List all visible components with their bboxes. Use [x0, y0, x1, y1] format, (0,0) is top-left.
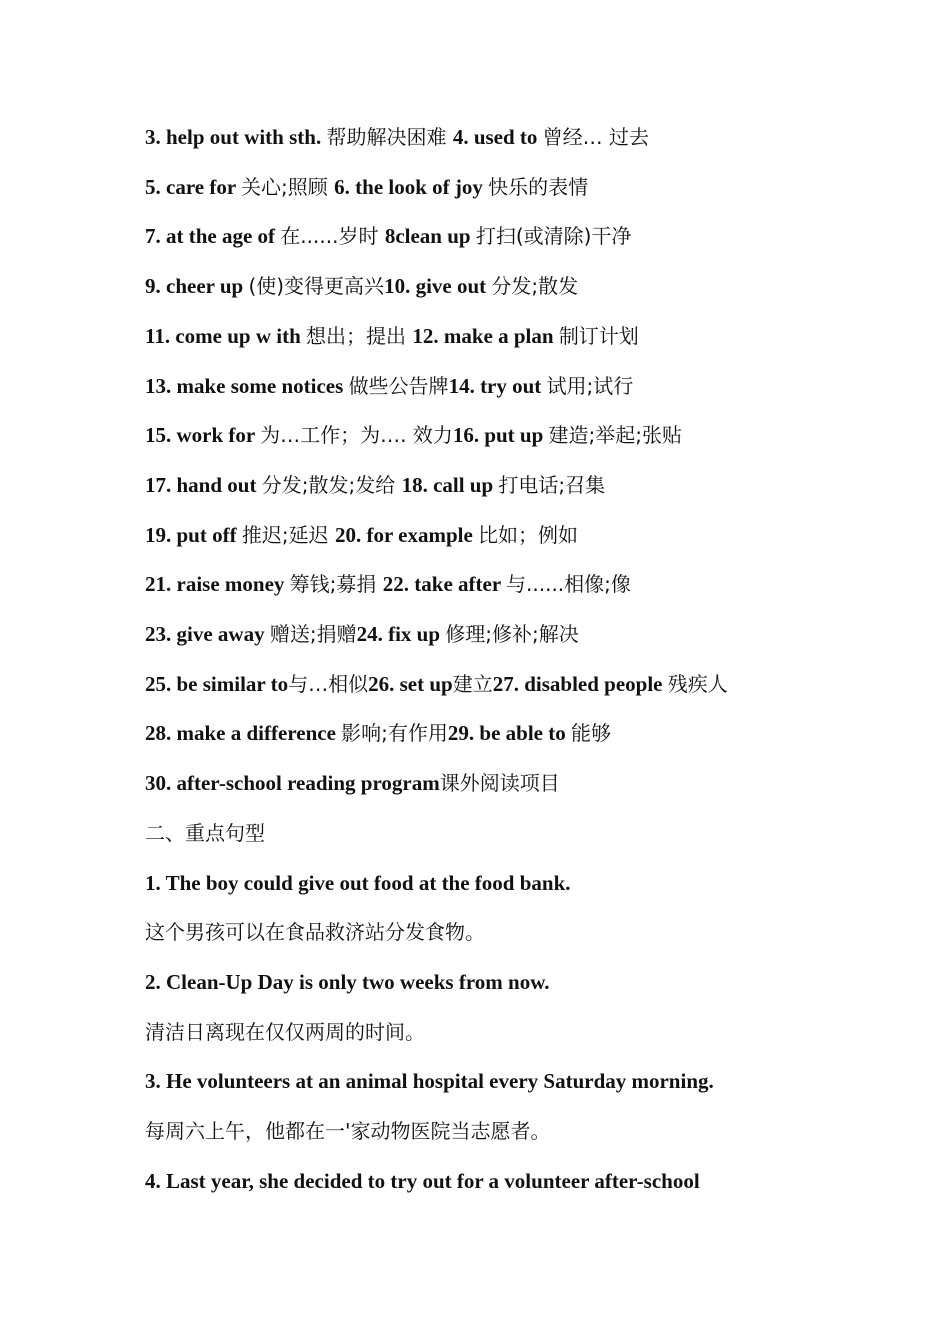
phrase-chinese: 推迟;延迟 [241, 522, 335, 547]
phrase-english: 3. help out with sth. [145, 125, 327, 149]
phrase-line [145, 569, 631, 599]
sentence-english: 4. Last year, she decided to try out for a volunteer after-school [145, 1168, 700, 1193]
phrase-chinese: 建造;举起;张贴 [548, 423, 683, 448]
phrase-line [145, 321, 639, 351]
phrase-english: 18. call up [401, 472, 499, 497]
phrase-english: 27. disabled people [492, 671, 668, 696]
phrase-english: 22. take after [382, 572, 507, 597]
sentence-english-line [145, 1166, 700, 1196]
phrase-english: 13. make some notices [145, 373, 349, 398]
phrase-english: 15. work for [145, 423, 261, 448]
phrase-english: 17. hand out [145, 472, 262, 497]
phrase-line [145, 718, 611, 748]
phrase-english: 5. care for [145, 174, 242, 199]
phrase-line [145, 271, 578, 301]
sentence-chinese: 清洁日离现在仅仅两周的时间。 [145, 1019, 425, 1044]
sentence-chinese-line [145, 1017, 425, 1047]
sentence-chinese-line [145, 917, 485, 947]
phrase-english: 28. make a difference [145, 721, 342, 746]
phrase-english: 9. cheer up [145, 274, 249, 299]
phrase-line [145, 122, 649, 152]
phrase-chinese: 曾经… 过去 [542, 125, 650, 149]
phrase-line [145, 172, 588, 202]
phrase-english: 23. give away [145, 622, 270, 646]
phrase-chinese: 影响;有作用 [341, 721, 448, 746]
phrase-english: 20. for example [334, 522, 479, 547]
phrase-line [145, 520, 578, 550]
phrase-english: 19. put off [145, 522, 242, 547]
phrase-chinese: 试用;试行 [546, 373, 634, 398]
phrase-line [145, 619, 579, 649]
section-heading-text: 二、重点句型 [145, 820, 265, 845]
phrase-english: 16. put up [452, 423, 549, 448]
phrase-chinese: 想出；提出 [306, 323, 413, 348]
phrase-chinese: 与......相像;像 [506, 572, 631, 597]
phrase-line [145, 371, 633, 401]
phrase-english: 25. be similar to [145, 671, 289, 696]
phrase-english: 26. set up [368, 671, 453, 696]
phrase-english: 10. give out [384, 274, 492, 299]
phrase-english: 4. used to [452, 125, 543, 149]
phrase-chinese: 快乐的表情 [488, 174, 589, 199]
sentence-chinese: 这个男孩可以在食品救济站分发食物。 [145, 920, 485, 945]
sentence-english: 2. Clean-Up Day is only two weeks from now. [145, 969, 550, 994]
section-heading [145, 818, 265, 848]
phrase-english: 24. fix up [356, 622, 446, 646]
phrase-chinese: 筹钱;募捐 [289, 572, 383, 597]
sentence-english: 1. The boy could give out food at the food bank. [145, 870, 571, 895]
sentence-chinese: 每周六上午，他都在一'家动物医院当志愿者。 [145, 1119, 551, 1143]
sentence-chinese-line [145, 1116, 551, 1146]
phrase-chinese: 帮助解决困难 [326, 125, 453, 149]
phrase-chinese: 分发;散发;发给 [261, 472, 402, 497]
sentence-english-line [145, 868, 571, 898]
phrase-chinese: 建立 [452, 671, 493, 696]
phrase-chinese: 做些公告牌 [348, 373, 449, 398]
phrase-chinese: 打电话;召集 [498, 472, 606, 497]
phrase-english: 14. try out [448, 373, 547, 398]
phrase-chinese: 能够 [570, 721, 611, 746]
phrase-english: 12. make a plan [412, 323, 559, 348]
phrase-line [145, 768, 560, 798]
phrase-english: 30. after-school reading program [145, 771, 440, 796]
phrase-line [145, 420, 682, 450]
phrase-chinese: 关心;照顾 [241, 174, 335, 199]
phrase-chinese: 为…工作；为…. 效力 [260, 423, 453, 448]
phrase-chinese: 比如；例如 [478, 522, 579, 547]
phrase-chinese: 制订计划 [558, 323, 639, 348]
phrase-english: 29. be able to [447, 721, 571, 746]
phrase-line [145, 470, 605, 500]
sentence-english-line [145, 1066, 714, 1096]
phrase-line [145, 221, 631, 251]
phrase-chinese: 课外阅读项目 [439, 771, 560, 796]
phrase-line [145, 669, 728, 699]
phrase-chinese: (使)变得更高兴 [248, 274, 385, 299]
phrase-chinese: 与…相似 [288, 671, 369, 696]
phrase-english: 7. at the age of [145, 224, 281, 249]
sentence-english-line [145, 967, 549, 997]
phrase-english: 21. raise money [145, 572, 290, 597]
phrase-chinese: 赠送;捐赠 [269, 622, 357, 646]
phrase-english: 8clean up [384, 224, 476, 249]
sentence-english: 3. He volunteers at an animal hospital every Saturday morning. [145, 1069, 714, 1094]
phrase-english: 6. the look of joy [334, 174, 489, 199]
phrase-chinese: 残疾人 [667, 671, 728, 696]
phrase-chinese: 打扫(或清除)干净 [475, 224, 632, 249]
phrase-chinese: 在......岁时 [280, 224, 385, 249]
phrase-english: 11. come up w ith [145, 323, 307, 348]
phrase-chinese: 分发;散发 [491, 274, 579, 299]
phrase-chinese: 修理;修补;解决 [445, 622, 579, 646]
